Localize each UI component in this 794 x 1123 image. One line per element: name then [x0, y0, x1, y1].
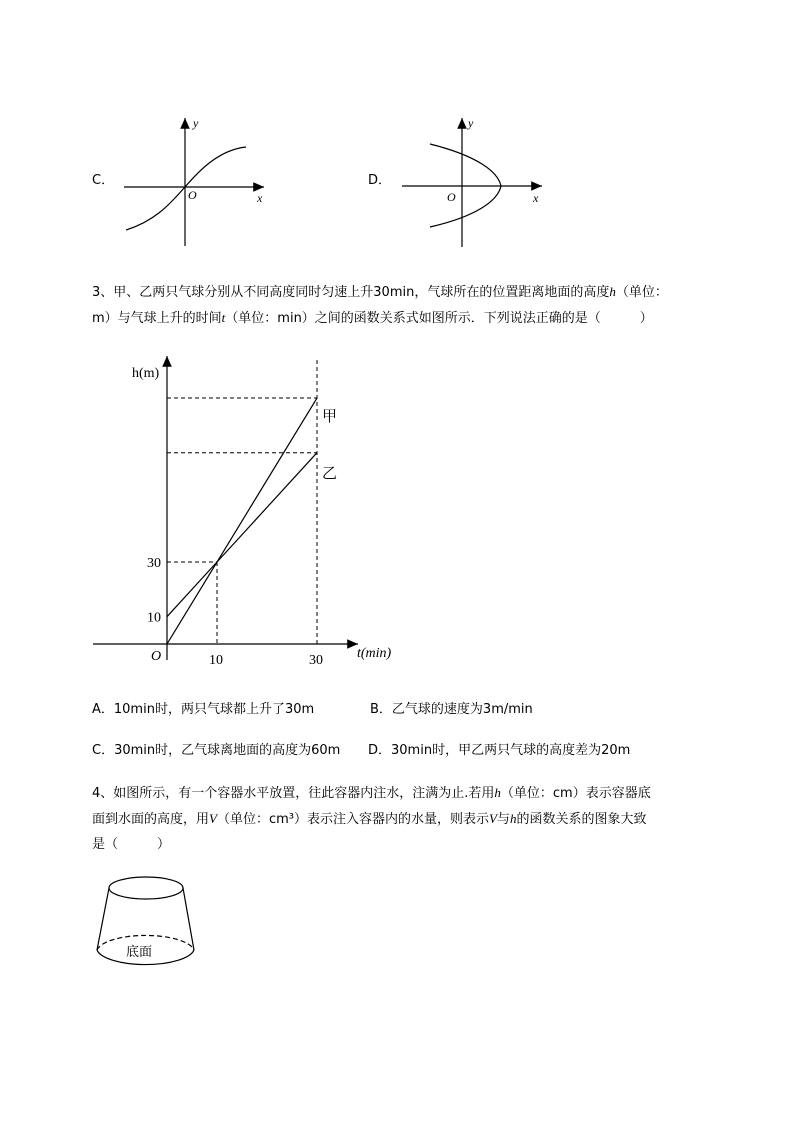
- x-tick-label: 30: [309, 653, 323, 668]
- q4-line-2: [92, 806, 646, 833]
- origin-label: O: [188, 188, 197, 202]
- q3-text: （单位：: [615, 285, 668, 300]
- q4-text: 与: [496, 812, 510, 827]
- q4-line-3: 是（ ）: [92, 837, 171, 852]
- var-h: h: [494, 785, 501, 800]
- origin-label: O: [447, 190, 456, 204]
- var-v: V: [209, 811, 217, 826]
- x-axis-label: t(min): [357, 646, 392, 661]
- series-label-jia: 甲: [322, 409, 338, 425]
- x-tick-label: 10: [209, 653, 223, 668]
- y-axis-label: y: [193, 116, 199, 130]
- y-tick-label: 30: [147, 556, 161, 572]
- series-label-yi: 乙: [322, 466, 338, 482]
- q3-text: 3、甲、乙两只气球分别从不同高度同时匀速上升30min，气球所在的位置距离地面的高度: [92, 285, 610, 300]
- option-c-graph: [118, 110, 278, 255]
- q4-text: 面到水面的高度，用: [92, 812, 210, 827]
- q4-line-1: [92, 780, 651, 807]
- option-c-label: C．: [92, 173, 115, 188]
- var-v: V: [489, 811, 497, 826]
- left-side: [97, 888, 109, 950]
- q3-option-a: A．10min时，两只气球都上升了30m: [92, 702, 315, 717]
- q4-text: （单位：cm³）表示注入容器内的水量，则表示: [216, 812, 489, 827]
- x-axis-label: x: [257, 191, 263, 205]
- q3-text: m）与气球上升的时间: [92, 311, 222, 326]
- q3-graph: [90, 350, 410, 675]
- series-line-yi: [167, 453, 317, 617]
- top-rim: [109, 877, 183, 899]
- series-line-jia: [167, 398, 317, 644]
- origin-label: O: [151, 649, 162, 664]
- container-figure: [90, 872, 202, 974]
- base-label: 底面: [126, 944, 153, 959]
- q3-line-1: [92, 279, 668, 306]
- q3-option-c: C．30min时，乙气球离地面的高度为60m: [92, 743, 341, 758]
- cubic-curve: [126, 147, 246, 230]
- q3-option-b: B．乙气球的速度为3m/min: [370, 702, 533, 717]
- y-axis-label: h(m): [132, 366, 160, 381]
- y-tick-label: 10: [147, 610, 161, 626]
- q3-text: （单位：min）之间的函数关系式如图所示．下列说法正确的是（ ）: [225, 311, 653, 326]
- q3-line-2: [92, 305, 653, 332]
- var-h: h: [509, 811, 517, 826]
- right-side: [183, 888, 194, 950]
- var-t: t: [221, 310, 226, 325]
- q4-text: （单位：cm）表示容器底: [500, 786, 651, 801]
- q3-option-d: D．30min时，甲乙两只气球的高度差为20m: [368, 743, 631, 758]
- x-axis-label: x: [533, 191, 539, 205]
- option-d-label: D．: [368, 173, 392, 188]
- q4-text: 4、如图所示，有一个容器水平放置，往此容器内注水，注满为止.若用: [92, 786, 495, 801]
- option-d-graph: [398, 110, 558, 255]
- y-axis-label: y: [468, 116, 474, 130]
- var-h: h: [609, 284, 616, 299]
- q4-text: 的函数关系的图象大致: [516, 812, 647, 827]
